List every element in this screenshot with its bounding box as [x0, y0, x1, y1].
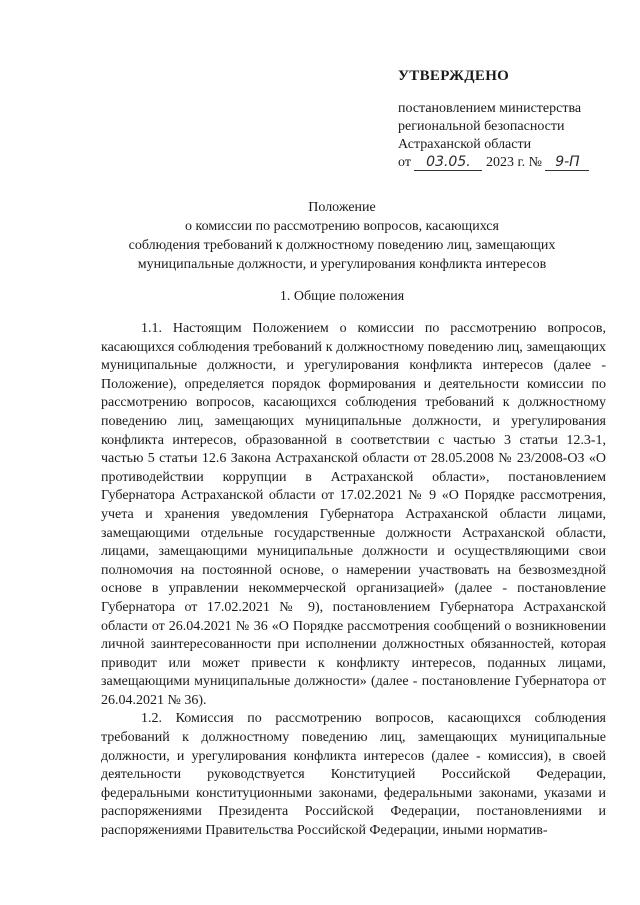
paragraph-1-2: 1.2. Комиссия по рассмотрению вопросов, касающихся соблюдения требований к должностному поведению лиц, замещающих муниципальные должности, и урегулирования конфликта интересов (далее - комиссия), в своей деятельности руководствуется Конституцией Российской Федерации, федеральными конституционными законами, федеральными законами, указами и распоряжениями Президента Российской Федерации, постановлениями и распоряжениями Правительства Российской Федерации, иными норматив-: [101, 711, 606, 839]
paragraph-1-1: 1.1. Настоящим Положением о комиссии по рассмотрению вопросов, касающихся соблюдения требований к должностному поведению лиц, замещающих муниципальные должности, и урегулирования конфликта интересов (далее - Положение), определяется порядок формирования и деятельности комиссии по рассмотрению вопросов, касающихся соблюдения требований к должностному поведению лиц, замещающих муниципальные должности, и урегулирования конфликта интересов, образованной в соответствии с частью 3 статьи 12.3-1, частью 5 статьи 12.6 Закона Астраханской области от 28.05.2008 № 23/2008-ОЗ «О противодействии коррупции в Астраханской области», постановлением Губернатора Астраханской области от 17.02.2021 № 9 «О Порядке рассмотрения, учета и хранения уведомления Губернатора Астраханской области лицами, замещающими отдельные государственные должности Астраханской области, лицами, замещающими муниципальные должности и осуществляющими свои полномочия на постоянной основе, о намерении участвовать на безвозмездной основе в управлении некоммерческой организацией» (далее - постановление Губернатора от 17.02.2021 № 9), постановлением Губернатора Астраханской области от 26.04.2021 № 36 «О Порядке рассмотрения сообщений о возникновении личной заинтересованности при исполнении должностных обязанностей, которая приводит или может привести к конфликту интересов, поданных лицами, замещающими муниципальные должности» (далее - постановление Губернатора от 26.04.2021 № 36).: [101, 321, 606, 708]
title-line-4: муниципальные должности, и урегулирования конфликта интересов: [137, 257, 547, 272]
approval-heading: УТВЕРЖДЕНО: [398, 68, 510, 84]
approval-line-1: постановлением министерства: [398, 101, 582, 116]
approval-line-2: региональной безопасности: [398, 119, 565, 134]
date-prefix: от: [398, 155, 411, 170]
handwritten-number: 9-П: [545, 154, 589, 171]
approval-line-3: Астраханской области: [398, 137, 532, 152]
title-line-2: о комиссии по рассмотрению вопросов, касающихся: [185, 219, 499, 234]
title-line-1: Положение: [308, 200, 376, 215]
approval-date-line: [398, 154, 618, 172]
handwritten-date: 03.05.: [414, 154, 482, 171]
document-title: [96, 198, 588, 274]
year-text: 2023 г. №: [485, 155, 542, 170]
title-line-3: соблюдения требований к должностному поведению лиц, замещающих: [128, 238, 556, 253]
approval-stamp-block: [398, 66, 618, 172]
document-body: [101, 320, 606, 841]
section-heading: 1. Общие положения: [279, 289, 405, 304]
